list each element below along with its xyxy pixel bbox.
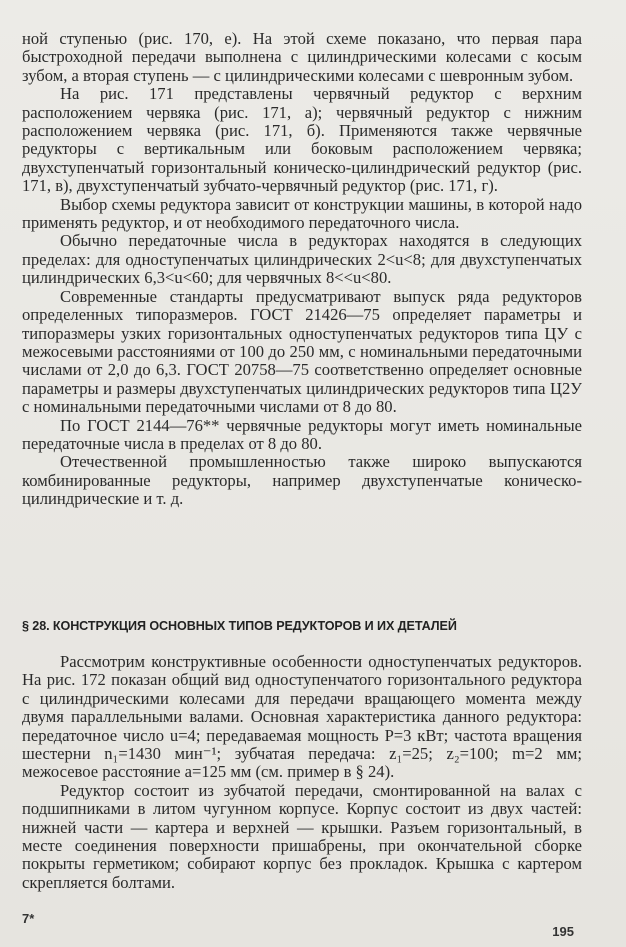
paragraph: Редуктор состоит из зубчатой передачи, смонтированной на валах с подшипниками в литом чугунном корпусе. Корпус состоит из двух частей: нижней части — картера и верхней — крышки. Разъем горизонтальный, в месте соединения поверхности пришабрены, при окончательной сборке покрыты герметиком; собирают корпус без прокладок. Крышка с картером скрепляется болтами. xyxy=(22,780,582,892)
paragraph: Выбор схемы редуктора зависит от конструкции машины, в которой надо применять редуктор, и от необходимого передаточного числа. xyxy=(22,194,582,233)
text-block-top xyxy=(22,30,582,509)
paragraph: Обычно передаточные числа в редукторах находятся в следующих пределах: для одноступенчатых цилиндрических 2<u<8; для двухступенчатых цилиндрических 6,3<u<60; для червячных 8<<u<80. xyxy=(22,231,582,288)
signature-mark: 7* xyxy=(22,911,35,926)
paragraph: На рис. 171 представлены червячный редуктор с верхним расположением червяка (рис. 171, а); червячный редуктор с нижним расположением червяка (рис. 171, б). Применяются также червячные редукторы с вертикальным или боковым расположением червяка; двухступенчатый горизонтальный коническо-цилиндрический редуктор (рис. 171, в), двухступенчатый зубчато-червячный редуктор (рис. 171, г). xyxy=(22,84,582,196)
page-number: 195 xyxy=(552,924,574,939)
section-heading: § 28. КОНСТРУКЦИЯ ОСНОВНЫХ ТИПОВ РЕДУКТОРОВ И ИХ ДЕТАЛЕЙ xyxy=(22,619,457,633)
paragraph: Рассмотрим конструктивные особенности одноступенчатых редукторов. На рис. 172 показан общий вид одноступенчатого горизонтального редуктора с цилиндрическими колесами для передачи вращающего момента между двумя параллельными валами. Основная характеристика данного редуктора: передаточное число u=4; передаваемая мощность P=3 кВт; частота вращения шестерни n₁=1430 мин⁻¹; зубчатая передача: z₁=25; z₂=100; m=2 мм; межосевое расстояние a=125 мм (см. пример в § 24). xyxy=(22,652,582,782)
paragraph: Современные стандарты предусматривают выпуск ряда редукторов определенных типоразмеров. ГОСТ 21426—75 определяет параметры и типоразмеры узких горизонтальных одноступенчатых редукторов типа ЦУ с межосевыми расстояниями от 100 до 250 мм, с номинальными передаточными числами от 2,0 до 6,3. ГОСТ 20758—75 соответственно определяет основные параметры и размеры двухступенчатых цилиндрических редукторов типа Ц2У с номинальными передаточными числами от 8 до 80. xyxy=(22,286,582,417)
paragraph: ной ступенью (рис. 170, е). На этой схеме показано, что первая пара быстроходной передачи выполнена с цилиндрическими колесами с косым зубом, а вторая ступень — с цилиндрическими колесами с шевронным зубом. xyxy=(22,29,582,85)
text-block-bottom xyxy=(22,653,582,892)
paragraph: Отечественной промышленностью также широко выпускаются комбинированные редукторы, например двухступенчатые коническо-цилиндрические и т. д. xyxy=(22,452,582,509)
paragraph: По ГОСТ 2144—76** червячные редукторы могут иметь номинальные передаточные числа в пределах от 8 до 80. xyxy=(22,415,582,453)
